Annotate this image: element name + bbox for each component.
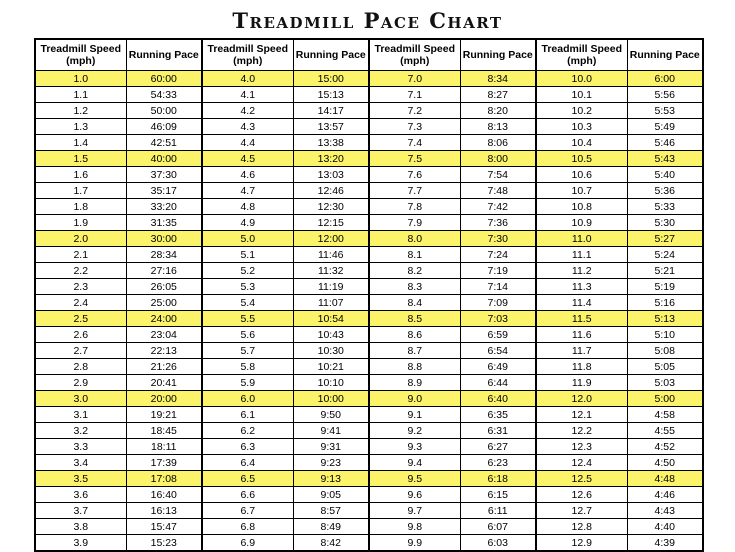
pace-cell: 17:08: [126, 471, 202, 487]
pace-cell: 6:49: [460, 359, 536, 375]
speed-cell: 5.3: [202, 279, 293, 295]
pace-cell: 16:13: [126, 503, 202, 519]
table-row: [35, 279, 703, 295]
pace-cell: 35:17: [126, 183, 202, 199]
pace-cell: 4:46: [627, 487, 703, 503]
pace-cell: 5:08: [627, 343, 703, 359]
table-row: [35, 343, 703, 359]
pace-cell: 42:51: [126, 135, 202, 151]
pace-cell: 8:57: [293, 503, 369, 519]
speed-cell: 9.3: [369, 439, 460, 455]
header-speed: Treadmill Speed (mph): [35, 39, 126, 71]
header-pace: Running Pace: [627, 39, 703, 71]
pace-cell: 7:36: [460, 215, 536, 231]
speed-cell: 7.2: [369, 103, 460, 119]
pace-cell: 22:13: [126, 343, 202, 359]
speed-cell: 4.3: [202, 119, 293, 135]
pace-cell: 23:04: [126, 327, 202, 343]
table-row: [35, 455, 703, 471]
speed-cell: 6.7: [202, 503, 293, 519]
table-row: [35, 311, 703, 327]
speed-cell: 6.4: [202, 455, 293, 471]
speed-cell: 10.4: [536, 135, 627, 151]
speed-cell: 7.1: [369, 87, 460, 103]
pace-cell: 12:15: [293, 215, 369, 231]
header-speed: Treadmill Speed (mph): [202, 39, 293, 71]
speed-cell: 3.6: [35, 487, 126, 503]
speed-cell: 1.2: [35, 103, 126, 119]
pace-cell: 5:00: [627, 391, 703, 407]
pace-cell: 10:21: [293, 359, 369, 375]
pace-cell: 46:09: [126, 119, 202, 135]
table-row: [35, 375, 703, 391]
pace-cell: 10:00: [293, 391, 369, 407]
pace-cell: 12:00: [293, 231, 369, 247]
pace-cell: 11:19: [293, 279, 369, 295]
pace-cell: 37:30: [126, 167, 202, 183]
speed-cell: 5.0: [202, 231, 293, 247]
speed-cell: 4.6: [202, 167, 293, 183]
pace-cell: 5:03: [627, 375, 703, 391]
pace-cell: 9:13: [293, 471, 369, 487]
speed-cell: 2.9: [35, 375, 126, 391]
speed-cell: 3.1: [35, 407, 126, 423]
speed-cell: 9.1: [369, 407, 460, 423]
table-row: [35, 199, 703, 215]
pace-cell: 4:43: [627, 503, 703, 519]
speed-cell: 12.8: [536, 519, 627, 535]
pace-cell: 50:00: [126, 103, 202, 119]
pace-cell: 8:06: [460, 135, 536, 151]
speed-cell: 2.1: [35, 247, 126, 263]
table-row: [35, 359, 703, 375]
pace-cell: 8:00: [460, 151, 536, 167]
table-row: [35, 407, 703, 423]
speed-cell: 6.0: [202, 391, 293, 407]
pace-cell: 12:30: [293, 199, 369, 215]
pace-cell: 4:48: [627, 471, 703, 487]
speed-cell: 12.9: [536, 535, 627, 552]
pace-cell: 6:35: [460, 407, 536, 423]
speed-cell: 2.2: [35, 263, 126, 279]
pace-cell: 6:00: [627, 71, 703, 87]
speed-cell: 12.7: [536, 503, 627, 519]
speed-cell: 11.4: [536, 295, 627, 311]
speed-cell: 3.9: [35, 535, 126, 552]
speed-cell: 7.9: [369, 215, 460, 231]
pace-cell: 4:58: [627, 407, 703, 423]
pace-cell: 8:49: [293, 519, 369, 535]
table-row: [35, 391, 703, 407]
speed-cell: 3.4: [35, 455, 126, 471]
speed-cell: 2.7: [35, 343, 126, 359]
pace-cell: 5:53: [627, 103, 703, 119]
speed-cell: 8.5: [369, 311, 460, 327]
pace-cell: 5:24: [627, 247, 703, 263]
speed-cell: 10.7: [536, 183, 627, 199]
table-row: [35, 263, 703, 279]
speed-cell: 8.3: [369, 279, 460, 295]
pace-cell: 6:44: [460, 375, 536, 391]
pace-cell: 13:38: [293, 135, 369, 151]
speed-cell: 8.9: [369, 375, 460, 391]
speed-cell: 3.0: [35, 391, 126, 407]
speed-cell: 5.4: [202, 295, 293, 311]
speed-cell: 11.2: [536, 263, 627, 279]
speed-cell: 12.0: [536, 391, 627, 407]
speed-cell: 10.8: [536, 199, 627, 215]
speed-cell: 10.0: [536, 71, 627, 87]
pace-cell: 4:39: [627, 535, 703, 552]
speed-cell: 1.8: [35, 199, 126, 215]
speed-cell: 12.1: [536, 407, 627, 423]
speed-cell: 7.8: [369, 199, 460, 215]
speed-cell: 4.5: [202, 151, 293, 167]
pace-cell: 9:23: [293, 455, 369, 471]
speed-cell: 8.1: [369, 247, 460, 263]
speed-cell: 10.2: [536, 103, 627, 119]
speed-cell: 11.9: [536, 375, 627, 391]
speed-cell: 1.3: [35, 119, 126, 135]
speed-cell: 5.5: [202, 311, 293, 327]
speed-cell: 2.3: [35, 279, 126, 295]
speed-cell: 11.5: [536, 311, 627, 327]
pace-cell: 24:00: [126, 311, 202, 327]
pace-cell: 6:27: [460, 439, 536, 455]
pace-cell: 10:54: [293, 311, 369, 327]
speed-cell: 11.0: [536, 231, 627, 247]
pace-cell: 6:54: [460, 343, 536, 359]
pace-cell: 10:10: [293, 375, 369, 391]
pace-cell: 31:35: [126, 215, 202, 231]
speed-cell: 11.3: [536, 279, 627, 295]
speed-cell: 12.5: [536, 471, 627, 487]
pace-cell: 54:33: [126, 87, 202, 103]
pace-cell: 6:07: [460, 519, 536, 535]
pace-cell: 5:19: [627, 279, 703, 295]
pace-cell: 5:46: [627, 135, 703, 151]
pace-table: [34, 38, 704, 552]
table-row: [35, 231, 703, 247]
page-title: Treadmill Pace Chart: [232, 8, 503, 33]
pace-cell: 21:26: [126, 359, 202, 375]
pace-cell: 5:33: [627, 199, 703, 215]
pace-cell: 9:41: [293, 423, 369, 439]
speed-cell: 10.5: [536, 151, 627, 167]
pace-cell: 12:46: [293, 183, 369, 199]
pace-cell: 5:49: [627, 119, 703, 135]
pace-cell: 10:43: [293, 327, 369, 343]
speed-cell: 9.9: [369, 535, 460, 552]
speed-cell: 4.4: [202, 135, 293, 151]
table-row: [35, 103, 703, 119]
pace-cell: 17:39: [126, 455, 202, 471]
pace-cell: 28:34: [126, 247, 202, 263]
pace-cell: 11:32: [293, 263, 369, 279]
speed-cell: 3.3: [35, 439, 126, 455]
speed-cell: 2.6: [35, 327, 126, 343]
pace-cell: 5:40: [627, 167, 703, 183]
speed-cell: 3.2: [35, 423, 126, 439]
pace-cell: 5:10: [627, 327, 703, 343]
pace-cell: 4:40: [627, 519, 703, 535]
speed-cell: 5.6: [202, 327, 293, 343]
speed-cell: 3.5: [35, 471, 126, 487]
pace-cell: 7:30: [460, 231, 536, 247]
pace-cell: 5:13: [627, 311, 703, 327]
pace-cell: 6:15: [460, 487, 536, 503]
pace-cell: 13:20: [293, 151, 369, 167]
table-row: [35, 183, 703, 199]
speed-cell: 3.7: [35, 503, 126, 519]
pace-cell: 7:09: [460, 295, 536, 311]
speed-cell: 10.1: [536, 87, 627, 103]
pace-cell: 7:48: [460, 183, 536, 199]
speed-cell: 12.3: [536, 439, 627, 455]
speed-cell: 9.4: [369, 455, 460, 471]
pace-cell: 13:03: [293, 167, 369, 183]
pace-cell: 26:05: [126, 279, 202, 295]
speed-cell: 6.5: [202, 471, 293, 487]
speed-cell: 1.7: [35, 183, 126, 199]
table-body: [35, 71, 703, 552]
speed-cell: 8.6: [369, 327, 460, 343]
table-row: [35, 519, 703, 535]
pace-cell: 33:20: [126, 199, 202, 215]
speed-cell: 1.5: [35, 151, 126, 167]
speed-cell: 12.4: [536, 455, 627, 471]
speed-cell: 4.7: [202, 183, 293, 199]
speed-cell: 5.7: [202, 343, 293, 359]
speed-cell: 7.4: [369, 135, 460, 151]
pace-cell: 16:40: [126, 487, 202, 503]
table-row: [35, 503, 703, 519]
table-row: [35, 535, 703, 552]
pace-cell: 8:27: [460, 87, 536, 103]
speed-cell: 6.2: [202, 423, 293, 439]
table-row: [35, 439, 703, 455]
pace-cell: 5:05: [627, 359, 703, 375]
pace-cell: 40:00: [126, 151, 202, 167]
speed-cell: 8.8: [369, 359, 460, 375]
pace-cell: 8:13: [460, 119, 536, 135]
speed-cell: 1.0: [35, 71, 126, 87]
table-row: [35, 87, 703, 103]
pace-cell: 5:36: [627, 183, 703, 199]
pace-cell: 25:00: [126, 295, 202, 311]
pace-cell: 6:18: [460, 471, 536, 487]
table-row: [35, 423, 703, 439]
table-row: [35, 487, 703, 503]
speed-cell: 2.0: [35, 231, 126, 247]
pace-cell: 14:17: [293, 103, 369, 119]
pace-cell: 30:00: [126, 231, 202, 247]
table-row: [35, 167, 703, 183]
speed-cell: 11.8: [536, 359, 627, 375]
speed-cell: 1.6: [35, 167, 126, 183]
header-pace: Running Pace: [126, 39, 202, 71]
speed-cell: 12.6: [536, 487, 627, 503]
speed-cell: 4.9: [202, 215, 293, 231]
speed-cell: 6.3: [202, 439, 293, 455]
speed-cell: 6.9: [202, 535, 293, 552]
speed-cell: 8.4: [369, 295, 460, 311]
speed-cell: 5.1: [202, 247, 293, 263]
pace-cell: 11:46: [293, 247, 369, 263]
speed-cell: 11.6: [536, 327, 627, 343]
pace-cell: 8:34: [460, 71, 536, 87]
speed-cell: 8.2: [369, 263, 460, 279]
pace-cell: 9:31: [293, 439, 369, 455]
pace-cell: 15:47: [126, 519, 202, 535]
speed-cell: 11.1: [536, 247, 627, 263]
pace-cell: 15:23: [126, 535, 202, 552]
speed-cell: 9.7: [369, 503, 460, 519]
pace-cell: 20:41: [126, 375, 202, 391]
pace-cell: 6:59: [460, 327, 536, 343]
speed-cell: 4.8: [202, 199, 293, 215]
speed-cell: 4.2: [202, 103, 293, 119]
pace-cell: 10:30: [293, 343, 369, 359]
speed-cell: 7.7: [369, 183, 460, 199]
pace-cell: 4:50: [627, 455, 703, 471]
table-row: [35, 215, 703, 231]
speed-cell: 8.7: [369, 343, 460, 359]
speed-cell: 9.8: [369, 519, 460, 535]
speed-cell: 5.2: [202, 263, 293, 279]
pace-cell: 15:13: [293, 87, 369, 103]
pace-cell: 27:16: [126, 263, 202, 279]
pace-cell: 9:50: [293, 407, 369, 423]
pace-cell: 15:00: [293, 71, 369, 87]
pace-cell: 7:54: [460, 167, 536, 183]
speed-cell: 7.3: [369, 119, 460, 135]
pace-cell: 8:42: [293, 535, 369, 552]
header-pace: Running Pace: [293, 39, 369, 71]
pace-cell: 5:27: [627, 231, 703, 247]
pace-cell: 11:07: [293, 295, 369, 311]
speed-cell: 7.5: [369, 151, 460, 167]
speed-cell: 2.5: [35, 311, 126, 327]
pace-cell: 18:45: [126, 423, 202, 439]
speed-cell: 10.6: [536, 167, 627, 183]
header-pace: Running Pace: [460, 39, 536, 71]
pace-cell: 8:20: [460, 103, 536, 119]
speed-cell: 12.2: [536, 423, 627, 439]
pace-cell: 6:31: [460, 423, 536, 439]
pace-cell: 9:05: [293, 487, 369, 503]
speed-cell: 4.0: [202, 71, 293, 87]
pace-cell: 6:11: [460, 503, 536, 519]
pace-cell: 7:24: [460, 247, 536, 263]
pace-cell: 6:40: [460, 391, 536, 407]
speed-cell: 9.5: [369, 471, 460, 487]
table-row: [35, 119, 703, 135]
pace-cell: 5:21: [627, 263, 703, 279]
speed-cell: 1.9: [35, 215, 126, 231]
speed-cell: 5.8: [202, 359, 293, 375]
pace-cell: 7:42: [460, 199, 536, 215]
pace-cell: 4:55: [627, 423, 703, 439]
pace-cell: 5:43: [627, 151, 703, 167]
pace-cell: 20:00: [126, 391, 202, 407]
pace-cell: 4:52: [627, 439, 703, 455]
pace-cell: 7:03: [460, 311, 536, 327]
pace-cell: 6:03: [460, 535, 536, 552]
table-row: [35, 471, 703, 487]
speed-cell: 9.6: [369, 487, 460, 503]
speed-cell: 6.8: [202, 519, 293, 535]
header-speed: Treadmill Speed (mph): [369, 39, 460, 71]
table-row: [35, 247, 703, 263]
speed-cell: 4.1: [202, 87, 293, 103]
pace-cell: 13:57: [293, 119, 369, 135]
speed-cell: 1.4: [35, 135, 126, 151]
table-row: [35, 135, 703, 151]
speed-cell: 2.8: [35, 359, 126, 375]
speed-cell: 10.3: [536, 119, 627, 135]
speed-cell: 9.0: [369, 391, 460, 407]
speed-cell: 6.6: [202, 487, 293, 503]
pace-cell: 7:19: [460, 263, 536, 279]
speed-cell: 10.9: [536, 215, 627, 231]
speed-cell: 7.0: [369, 71, 460, 87]
pace-cell: 60:00: [126, 71, 202, 87]
speed-cell: 8.0: [369, 231, 460, 247]
speed-cell: 9.2: [369, 423, 460, 439]
table-row: [35, 71, 703, 87]
pace-cell: 7:14: [460, 279, 536, 295]
speed-cell: 2.4: [35, 295, 126, 311]
pace-cell: 19:21: [126, 407, 202, 423]
speed-cell: 7.6: [369, 167, 460, 183]
pace-cell: 18:11: [126, 439, 202, 455]
pace-cell: 5:16: [627, 295, 703, 311]
pace-cell: 6:23: [460, 455, 536, 471]
header-speed: Treadmill Speed (mph): [536, 39, 627, 71]
table-row: [35, 295, 703, 311]
pace-cell: 5:30: [627, 215, 703, 231]
speed-cell: 1.1: [35, 87, 126, 103]
speed-cell: 5.9: [202, 375, 293, 391]
speed-cell: 6.1: [202, 407, 293, 423]
speed-cell: 3.8: [35, 519, 126, 535]
speed-cell: 11.7: [536, 343, 627, 359]
table-row: [35, 327, 703, 343]
pace-cell: 5:56: [627, 87, 703, 103]
table-header-row: [35, 39, 703, 71]
table-row: [35, 151, 703, 167]
